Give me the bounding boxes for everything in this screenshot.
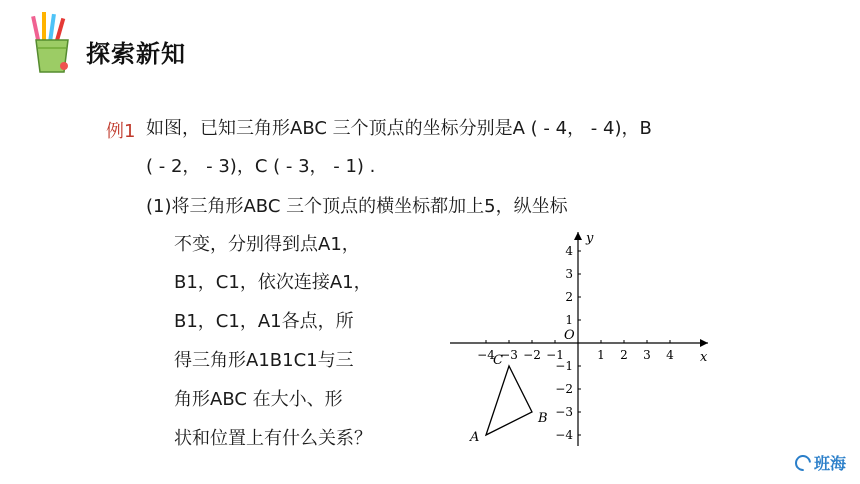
- x-tick-label: −3: [500, 348, 518, 362]
- x-tick-label: 4: [666, 348, 674, 362]
- coordinate-graph: [450, 226, 730, 446]
- intro-line-1: 如图，已知三角形ABC 三个顶点的坐标分别是A ( - 4， - 4)，B: [146, 118, 652, 139]
- y-axis-arrow: [574, 232, 582, 240]
- x-tick-label: 2: [620, 348, 628, 362]
- pencil-cup-icon: [24, 10, 80, 80]
- x-tick-label: 3: [643, 348, 651, 362]
- brand-logo: [795, 451, 846, 474]
- intro-line-2: ( - 2， - 3)，C ( - 3， - 1) .: [146, 156, 376, 177]
- x-tick-label: −4: [477, 348, 495, 362]
- vertex-label-a: A: [470, 430, 480, 445]
- question-1-line-1: (1)将三角形ABC 三个顶点的横坐标都加上5，纵坐标: [146, 196, 568, 217]
- y-tick-label: 1: [565, 313, 573, 327]
- x-axis-label: x: [700, 350, 708, 365]
- triangle-outline: [486, 366, 532, 435]
- axes: [450, 232, 708, 446]
- y-tick-label: 4: [565, 244, 573, 258]
- y-tick-label: −1: [555, 359, 573, 373]
- y-tick-label: −4: [555, 428, 573, 442]
- brand-name: 班海: [813, 454, 846, 473]
- vertex-label-b: B: [538, 411, 548, 426]
- x-tick-label: −2: [523, 348, 541, 362]
- page-title: 探索新知: [86, 40, 186, 68]
- y-tick-label: 2: [565, 290, 573, 304]
- y-tick-label: −3: [555, 405, 573, 419]
- x-axis-arrow: [700, 339, 708, 347]
- y-axis-label: y: [586, 231, 594, 246]
- question-1-line-3: B1，C1，依次连接A1，: [174, 272, 372, 293]
- origin-label: O: [564, 328, 575, 343]
- top-band: [0, 0, 860, 8]
- x-tick-label: 1: [597, 348, 605, 362]
- question-1-line-7: 状和位置上有什么关系？: [174, 428, 372, 449]
- vertex-label-c: C: [493, 353, 503, 368]
- triangle-abc: [469, 353, 548, 445]
- y-tick-label: −2: [555, 382, 573, 396]
- example-label: 例1: [106, 121, 136, 142]
- question-1-line-4: B1，C1，A1各点，所: [174, 311, 354, 332]
- question-1-line-5: 得三角形A1B1C1与三: [174, 350, 354, 371]
- y-tick-label: 3: [565, 267, 573, 281]
- question-1-line-2: 不变，分别得到点A1，: [174, 234, 360, 255]
- question-1-line-6: 角形ABC 在大小、形: [174, 389, 343, 410]
- x-tick-label: −1: [546, 348, 564, 362]
- brand-mark-icon: [792, 451, 815, 474]
